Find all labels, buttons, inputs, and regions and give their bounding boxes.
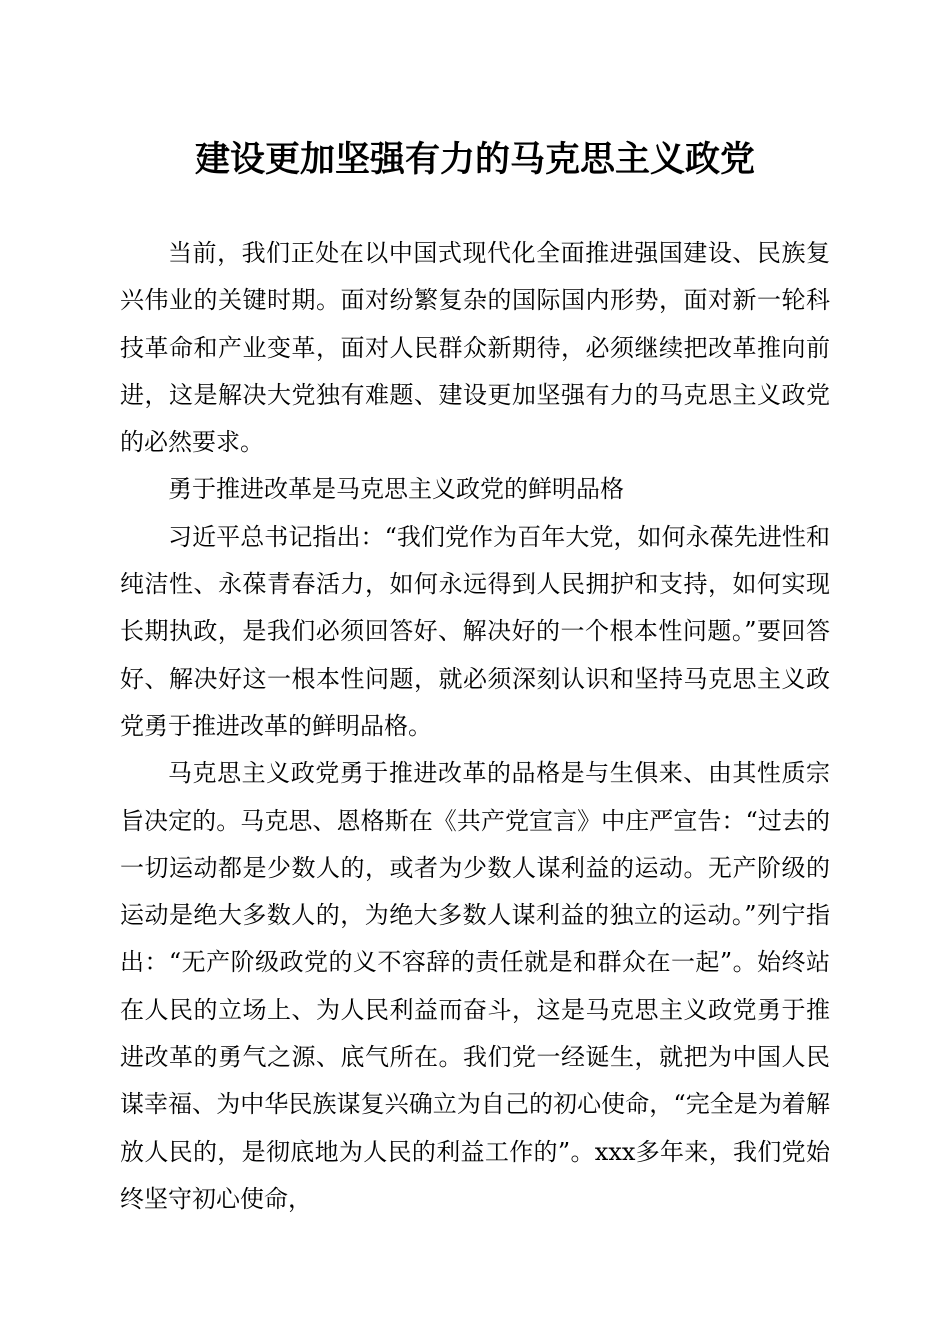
paragraph-intro: 当前，我们正处在以中国式现代化全面推进强国建设、民族复兴伟业的关键时期。面对纷繁复杂的国际国内形势，面对新一轮科技革命和产业变革，面对人民群众新期待，必须继续把改革推向前进，这是解决大党独有难题、建设更加坚强有力的马克思主义政党的必然要求。 — [120, 239, 830, 457]
document-body — [120, 230, 830, 1223]
paragraph-quote-xi: 习近平总书记指出：“我们党作为百年大党，如何永葆先进性和纯洁性、永葆青春活力，如何永远得到人民拥护和支持，如何实现长期执政，是我们必须回答好、解决好的一个根本性问题。”要回答好、解决好这一根本性问题，就必须深刻认识和坚持马克思主义政党勇于推进改革的鲜明品格。 — [120, 522, 830, 740]
document-title: 建设更加坚强有力的马克思主义政党 — [194, 139, 755, 180]
section-heading: 勇于推进改革是马克思主义政党的鲜明品格 — [168, 475, 624, 504]
paragraph-marxism: 马克思主义政党勇于推进改革的品格是与生俱来、由其性质宗旨决定的。马克思、恩格斯在《共产党宣言》中庄严宣告：“过去的一切运动都是少数人的，或者为少数人谋利益的运动。无产阶级的运动是绝大多数人的，为绝大多数人谋利益的独立的运动。”列宁指出：“无产阶级政党的义不容辞的责任就是和群众在一起”。始终站在人民的立场上、为人民利益而奋斗，这是马克思主义政党勇于推进改革的勇气之源、底气所在。我们党一经诞生，就把为中国人民谋幸福、为中华民族谋复兴确立为自己的初心使命，“完全是为着解放人民的，是彻底地为人民的利益工作的”。xxx多年来，我们党始终坚守初心使命， — [120, 759, 830, 1213]
